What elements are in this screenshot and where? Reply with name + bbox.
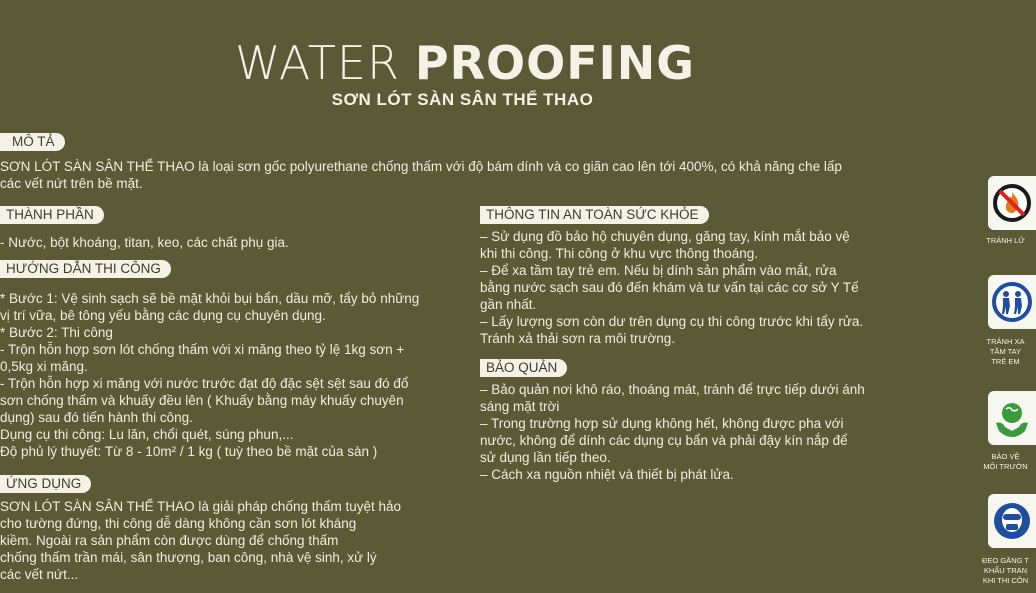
text-line: nước, không để dính các dụng cụ bẩn và phải đậy kín nắp để	[480, 433, 848, 448]
section-bao-quan-text	[480, 381, 900, 483]
environment-protection-icon	[988, 391, 1036, 445]
text-line: chống thấm trần mái, sân thượng, ban công, nhà vệ sinh, xử lý	[0, 550, 377, 565]
section-thanh-phan-text	[0, 234, 460, 251]
text-line: các vết nứt...	[0, 567, 79, 582]
text-line: kiềm. Ngoài ra sản phẩm còn được dùng để chống thấm	[0, 533, 339, 548]
text-line: – Sử dụng đồ bảo hộ chuyên dụng, găng tay, kính mắt bảo vệ	[480, 229, 850, 244]
text-line: sáng mặt trời	[480, 399, 560, 414]
caption-line: ĐEO GĂNG T	[982, 556, 1029, 565]
text-line: – Trong trường hợp sử dụng không hết, không được pha với	[480, 416, 844, 431]
text-line: SƠN LÓT SÀN SÂN THỂ THAO là giải pháp chống thấm tuyệt hảo	[0, 499, 402, 514]
text-line: sơn chống thấm và khuấy đều lên ( Khuấy bằng máy khuấy chuyên	[0, 393, 404, 408]
text-line: khi thi công. Thi công ở khu vực thông thoáng.	[480, 246, 759, 261]
keep-away-children-icon	[988, 275, 1036, 329]
text-line: Dụng cụ thi công: Lu lăn, chổi quét, súng phun,...	[0, 427, 294, 442]
caption-line: MÔI TRƯỜN	[983, 462, 1028, 471]
caption-line: BẢO VỆ	[991, 452, 1020, 461]
text-line: * Bước 1: Vệ sinh sạch sẽ bề mặt khỏi bụi bẩn, dầu mỡ, tẩy bỏ những	[0, 291, 420, 306]
title-bold: PROOFING	[414, 36, 696, 90]
section-label-mo-ta: MÔ TẢ	[0, 133, 65, 151]
text-line: – Cách xa nguồn nhiệt và thiết bị phát lửa.	[480, 467, 734, 482]
text-line: Độ phủ lý thuyết: Từ 8 - 10m² / 1 kg ( tuỳ theo bề mặt của sàn )	[0, 444, 378, 459]
icon-caption	[975, 236, 1036, 246]
text-line: 0,5kg xi măng.	[0, 359, 88, 374]
no-fire-icon	[988, 176, 1036, 230]
text-line: - Nước, bột khoáng, titan, keo, các chất phụ gia.	[0, 235, 289, 250]
text-line: bằng nước sạch sau đó đến khám và tư vấn tại các cơ sở Y Tế	[480, 280, 859, 295]
section-label-huong-dan: HƯỚNG DẪN THI CÔNG	[0, 260, 171, 278]
text-line: – Bảo quản nơi khô ráo, thoáng mát, tránh để trực tiếp dưới ánh	[480, 382, 865, 397]
text-line: vị trí vữa, bê tông yếu bằng các dụng cụ chuyên dụng.	[0, 308, 326, 323]
title-thin: WATER	[234, 36, 400, 90]
caption-line: TRẺ EM	[991, 357, 1020, 366]
section-an-toan-text	[480, 228, 900, 347]
text-line: - Trộn hỗn hợp xi măng với nước trước đạt độ đặc sệt sệt sau đó đổ	[0, 376, 409, 391]
text-line: gần nhất.	[480, 297, 537, 312]
section-mo-ta-text	[0, 158, 960, 192]
icon-caption	[975, 452, 1036, 472]
protective-gear-icon	[988, 494, 1036, 548]
text-line: các vết nứt trên bề mặt.	[0, 176, 143, 191]
caption-line: TRÁNH LỬ	[986, 236, 1025, 245]
icon-caption	[975, 556, 1036, 586]
page-subtitle: SƠN LÓT SÀN SÂN THỂ THAO	[331, 90, 594, 109]
section-huong-dan-text	[0, 290, 460, 460]
text-line: Tránh xả thải sơn ra môi trường.	[480, 331, 676, 346]
caption-line: KHẨU TRAN	[983, 566, 1028, 575]
text-line: SƠN LÓT SÀN SÂN THỂ THAO là loại sơn gốc polyurethane chống thấm với độ bám dính và co giãn cao lên tới 400%, có khả năng che lấp	[0, 159, 842, 174]
section-label-an-toan: THÔNG TIN AN TOÀN SỨC KHỎE	[480, 206, 709, 224]
text-line: dụng) sau đó tiến hành thi công.	[0, 410, 193, 425]
section-label-ung-dung: ỨNG DỤNG	[0, 475, 91, 493]
text-line: sử dụng lần tiếp theo.	[480, 450, 611, 465]
section-label-bao-quan: BẢO QUẢN	[480, 359, 567, 377]
text-line: – Lấy lượng sơn còn dư trên dụng cụ thi công trước khi tẩy rửa.	[480, 314, 864, 329]
caption-line: TẦM TAY	[989, 347, 1022, 356]
caption-line: KHI THI CÔN	[982, 576, 1029, 585]
section-ung-dung-text	[0, 498, 460, 583]
text-line: - Trộn hỗn hợp sơn lót chống thấm với xi măng theo tỷ lệ 1kg sơn +	[0, 342, 405, 357]
section-label-thanh-phan: THÀNH PHẦN	[0, 206, 104, 224]
icon-caption	[975, 337, 1036, 367]
text-line: cho tường đứng, thi công dễ dàng không cần sơn lót kháng	[0, 516, 357, 531]
text-line: – Để xa tầm tay trẻ em. Nếu bị dính sản phẩm vào mắt, rửa	[480, 263, 837, 278]
page-title	[0, 34, 930, 91]
caption-line: TRÁNH XA	[986, 337, 1025, 346]
text-line: * Bước 2: Thi công	[0, 325, 113, 340]
